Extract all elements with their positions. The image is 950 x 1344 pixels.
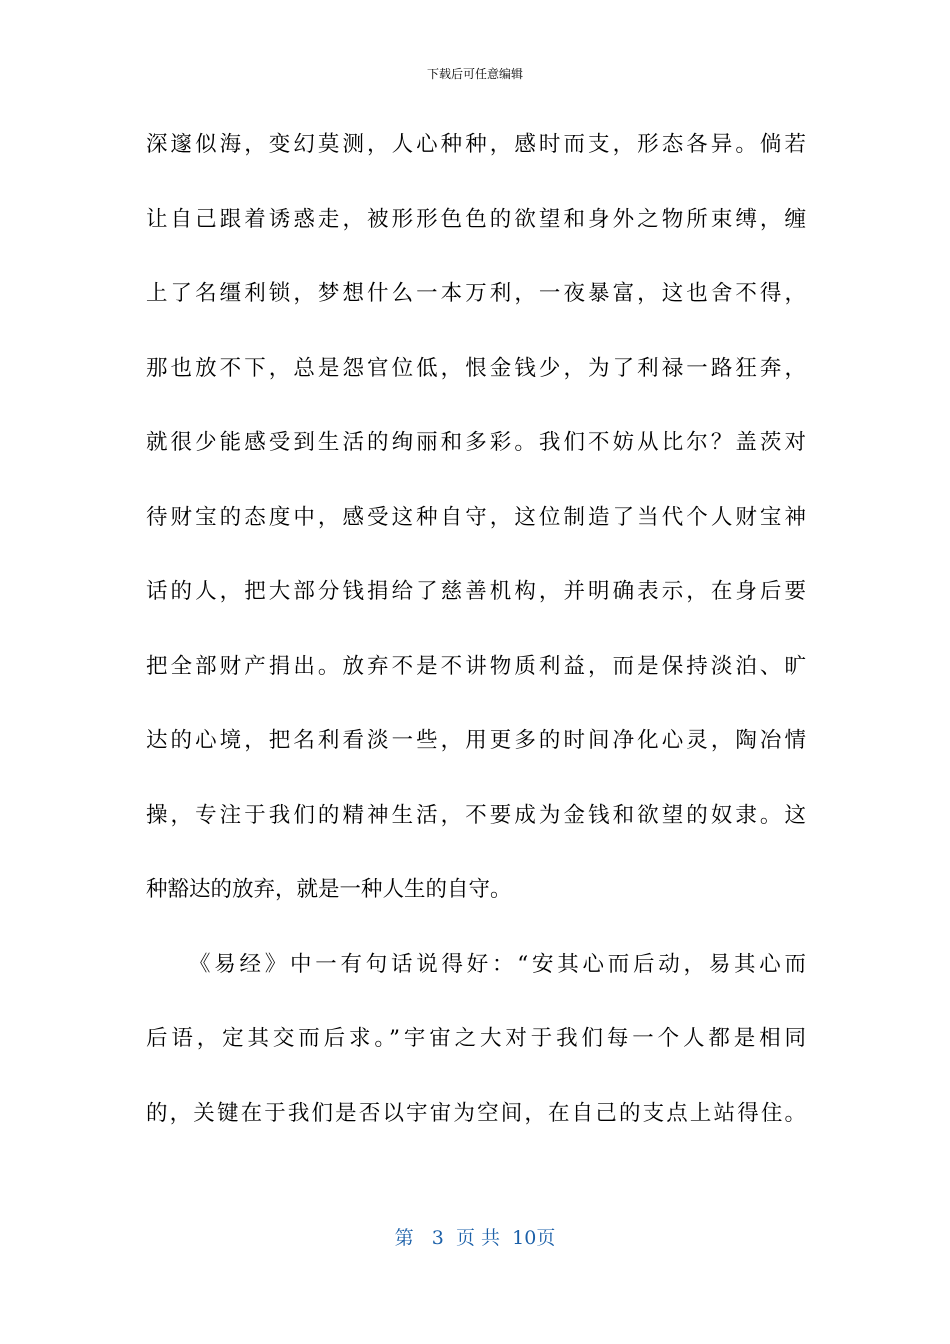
page-number-current: 3	[431, 1227, 444, 1249]
text-line: 就很少能感受到生活的绚丽和多彩。我们不妨从比尔？盖茨对	[146, 430, 806, 455]
text-line: 让自己跟着诱惑走，被形形色色的欲望和身外之物所束缚，缠	[146, 206, 806, 232]
text-line: 话的人，把大部分钱捐给了慈善机构，并明确表示，在身后要	[146, 579, 806, 604]
text-line: 《易经》中一有句话说得好：“安其心而后动，易其心而	[189, 951, 806, 977]
page-number-prefix: 第	[394, 1227, 414, 1249]
page-number-total: 10	[512, 1227, 537, 1249]
text-line: 种豁达的放弃，就是一种人生的自守。	[146, 877, 512, 902]
page-footer	[0, 1224, 950, 1252]
text-line: 深邃似海，变幻莫测，人心种种，感时而支，形态各异。倘若	[146, 132, 806, 157]
text-line: 把全部财产捐出。放弃不是不讲物质利益，而是保持淡泊、旷	[146, 653, 806, 679]
body-text	[146, 121, 806, 1164]
page-number-middle: 页 共	[455, 1227, 501, 1249]
text-line: 上了名缰利锁，梦想什么一本万利，一夜暴富，这也舍不得，	[146, 281, 806, 306]
text-line: 待财宝的态度中，感受这种自守，这位制造了当代个人财宝神	[146, 504, 806, 530]
text-line: 那也放不下，总是怨官位低，恨金钱少，为了利禄一路狂奔，	[146, 355, 806, 381]
text-line: 后语，定其交而后求。”宇宙之大对于我们每一个人都是相同	[146, 1026, 806, 1051]
page-number-suffix: 页	[536, 1227, 556, 1249]
text-line: 的，关键在于我们是否以宇宙为空间，在自己的支点上站得住。	[146, 1100, 806, 1126]
page-header: 下载后可任意编辑	[426, 67, 523, 81]
text-line: 达的心境，把名利看淡一些，用更多的时间净化心灵，陶冶情	[146, 728, 806, 753]
text-line: 操，专注于我们的精神生活，不要成为金钱和欲望的奴隶。这	[146, 802, 806, 828]
